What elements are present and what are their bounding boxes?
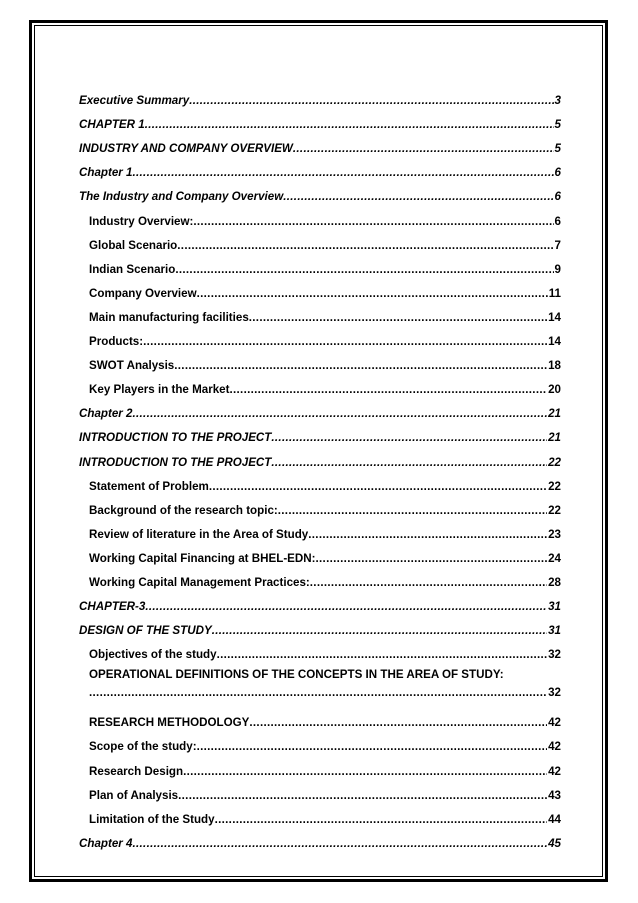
toc-entry-page-number: 28 [548,575,561,589]
toc-entry-title: Scope of the study: [89,740,197,754]
toc-entry[interactable] [79,397,561,421]
toc-entry[interactable] [79,253,561,277]
toc-entry[interactable] [79,445,561,469]
toc-leader-dots [197,740,548,754]
toc-entry[interactable] [79,662,561,706]
toc-leader-dots [271,456,547,470]
toc-entry-title: Key Players in the Market [89,383,230,397]
toc-leader-dots [249,716,547,730]
toc-entry-title: DESIGN OF THE STUDY [79,624,212,638]
toc-leader-dots [197,287,548,301]
toc-entry-page-number: 43 [548,788,561,802]
toc-entry-title: INDUSTRY AND COMPANY OVERVIEW [79,142,293,156]
toc-entry[interactable] [79,827,561,851]
toc-entry-page-number: 21 [548,407,561,421]
toc-leader-dots [145,600,547,614]
toc-leader-dots [89,686,547,700]
toc-leader-dots [145,118,554,132]
toc-entry-title: Limitation of the Study [89,812,215,826]
toc-entry[interactable] [79,132,561,156]
toc-entry[interactable] [79,542,561,566]
toc-entry-title: Chapter 1 [79,166,133,180]
toc-entry-title: CHAPTER-3 [79,600,146,614]
toc-entry-title: Plan of Analysis [89,788,179,802]
toc-entry[interactable] [79,470,561,494]
toc-entry-page-number: 3 [554,94,561,108]
toc-leader-dots [293,142,554,156]
toc-entry-page-number: 14 [548,310,561,324]
toc-leader-dots [189,94,553,108]
toc-leader-dots [174,359,547,373]
toc-entry[interactable] [79,566,561,590]
toc-entry-title: Company Overview [89,286,197,300]
toc-entry-title: Industry Overview: [89,214,194,228]
toc-entry[interactable] [79,301,561,325]
toc-leader-dots [212,624,547,638]
toc-entry-page-number: 42 [548,764,561,778]
toc-entry[interactable] [79,204,561,228]
toc-entry-page-number: 20 [548,383,561,397]
toc-entry-page-number: 32 [548,648,561,662]
toc-leader-dots [193,215,553,229]
toc-leader-dots [209,480,547,494]
toc-entry-title: Chapter 2 [79,407,133,421]
toc-entry-page-number: 22 [548,455,561,469]
toc-entry[interactable] [79,803,561,827]
toc-entry-title: Background of the research topic: [89,503,278,517]
toc-entry-title: SWOT Analysis [89,359,175,373]
toc-entry-title: Global Scenario [89,238,178,252]
toc-entry-page-number: 9 [554,262,561,276]
toc-entry[interactable] [79,349,561,373]
toc-entry-page-number: 23 [548,527,561,541]
toc-entry-page-number: 14 [548,335,561,349]
toc-entry-title: Working Capital Financing at BHEL-EDN: [89,551,316,565]
toc-leader-dots [215,813,548,827]
toc-entry-page-number: 11 [548,286,561,300]
toc-leader-dots [278,504,547,518]
toc-entry[interactable] [79,494,561,518]
toc-entry-title: INTRODUCTION TO THE PROJECT [79,455,272,469]
toc-leader-dots [308,528,547,542]
toc-entry-page-number: 5 [554,142,561,156]
toc-entry-page-number: 31 [548,600,561,614]
toc-leader-dots [178,789,547,803]
toc-entry-page-number: 44 [548,812,561,826]
toc-entry[interactable] [79,373,561,397]
toc-entry-page-number: 5 [554,118,561,132]
toc-leader-dots [132,407,547,421]
toc-entry-page-number: 31 [548,624,561,638]
toc-entry-page-number: 7 [554,238,561,252]
toc-entry[interactable] [79,108,561,132]
toc-entry-title: Review of literature in the Area of Study [89,527,309,541]
toc-entry-title: RESEARCH METHODOLOGY [89,716,250,730]
toc-entry-title: Chapter 4 [79,836,133,850]
toc-entry-title: INTRODUCTION TO THE PROJECT [79,431,272,445]
toc-entry-page-number: 18 [548,359,561,373]
toc-entry[interactable] [79,156,561,180]
toc-entry-title: Research Design [89,764,184,778]
toc-entry-page-number: 21 [548,431,561,445]
toc-entry-title: Statement of Problem [89,479,209,493]
toc-entry-title: The Industry and Company Overview [79,190,284,204]
toc-leader-dots [271,431,547,445]
toc-entry[interactable] [79,421,561,445]
toc-leader-dots [316,552,548,566]
toc-entry[interactable] [79,590,561,614]
table-of-contents [79,84,561,851]
toc-leader-dots [177,239,553,253]
toc-entry[interactable] [79,518,561,542]
toc-entry-title: Executive Summary [79,94,190,108]
toc-entry-page-number: 24 [548,551,561,565]
toc-entry[interactable] [79,706,561,730]
toc-entry[interactable] [79,180,561,204]
toc-leader-dots [143,335,547,349]
toc-entry[interactable] [79,779,561,803]
toc-entry-page-number: 22 [548,503,561,517]
toc-entry-title: Objectives of the study [89,648,217,662]
toc-entry[interactable] [79,229,561,253]
toc-leader-dots [132,166,553,180]
toc-entry-title: Products: [89,335,144,349]
toc-entry-page-number: 6 [554,214,561,228]
toc-entry-page-number: 45 [548,836,561,850]
toc-entry-title: Indian Scenario [89,262,176,276]
toc-entry-page-number: 32 [548,686,561,700]
toc-entry-page-number: 6 [554,166,561,180]
toc-leader-dots [249,311,547,325]
toc-entry-title: Working Capital Management Practices: [89,575,310,589]
toc-leader-dots [132,837,547,851]
toc-leader-dots [183,765,547,779]
toc-entry[interactable] [79,638,561,662]
toc-entry[interactable] [79,84,561,108]
toc-entry-title: CHAPTER 1 [79,118,145,132]
toc-leader-dots [217,648,548,662]
toc-entry-page-number: 42 [548,740,561,754]
toc-leader-dots [229,383,547,397]
toc-leader-dots [283,190,553,204]
toc-entry[interactable] [79,730,561,754]
toc-entry-page-number: 42 [548,716,561,730]
toc-entry[interactable] [79,277,561,301]
toc-leader-dots [175,263,553,277]
toc-entry-title: OPERATIONAL DEFINITIONS OF THE CONCEPTS IN THE AREA OF STUDY: [89,668,504,682]
toc-entry[interactable] [79,325,561,349]
toc-entry-page-number: 6 [554,190,561,204]
toc-entry-title: Main manufacturing facilities [89,310,249,324]
toc-entry-page-number: 22 [548,479,561,493]
toc-leader-dots [310,576,547,590]
toc-entry[interactable] [79,614,561,638]
toc-entry[interactable] [79,754,561,778]
